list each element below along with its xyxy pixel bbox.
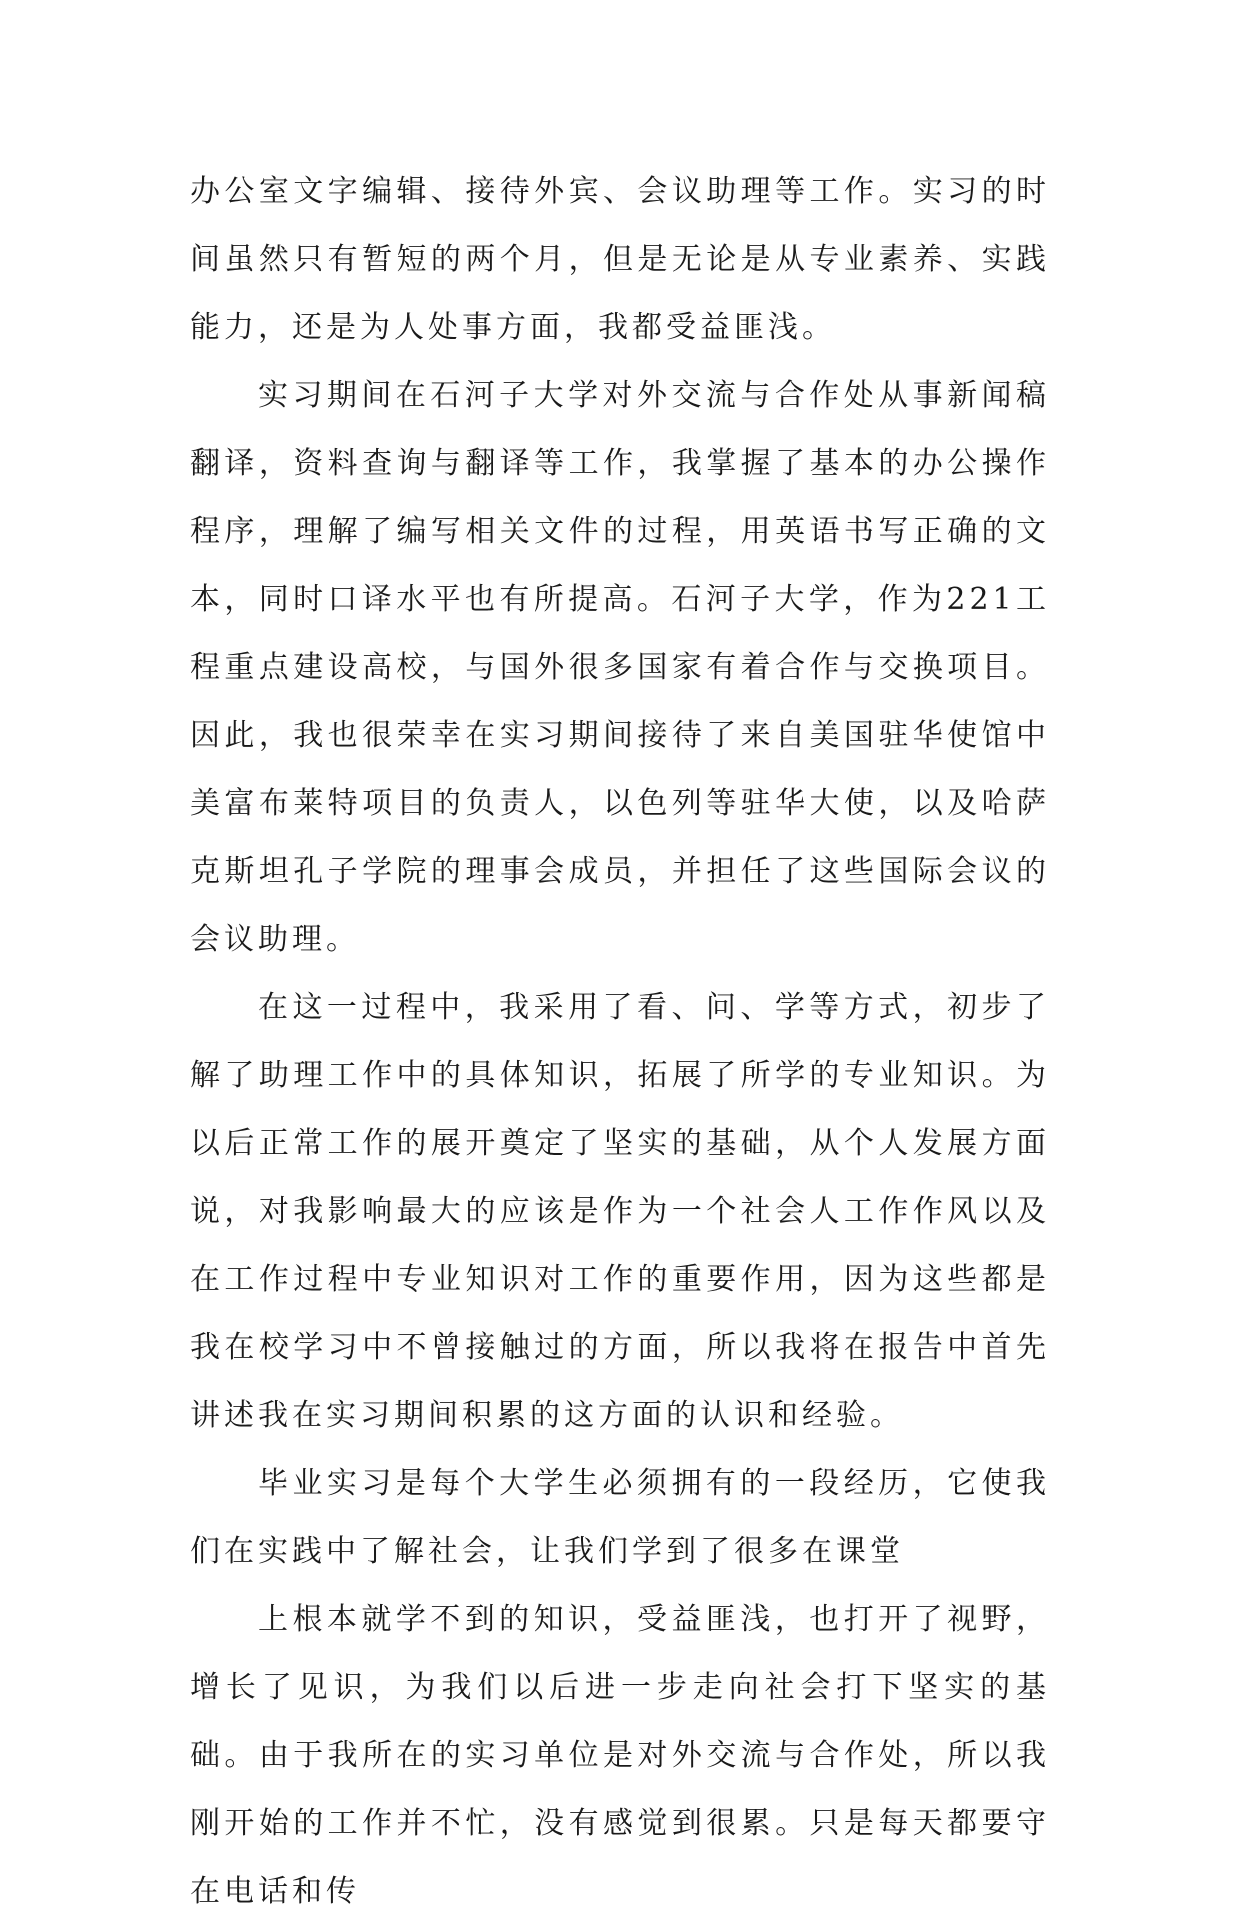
paragraph-5: 上根本就学不到的知识，受益匪浅，也打开了视野，增长了见识，为我们以后进一步走向社会打下坚实的基础。由于我所在的实习单位是对外交流与合作处，所以我刚开始的工作并不忙，没有感觉到很累。只是每天都要守在电话和传 (190, 1602, 1050, 1909)
paragraph-4: 毕业实习是每个大学生必须拥有的一段经历，它使我们在实践中了解社会，让我们学到了很多在课堂 (190, 1466, 1050, 1569)
paragraph-1: 办公室文字编辑、接待外宾、会议助理等工作。实习的时间虽然只有暂短的两个月，但是无论是从专业素养、实践能力，还是为人处事方面，我都受益匪浅。 (190, 174, 1050, 345)
paragraph-3: 在这一过程中，我采用了看、问、学等方式，初步了解了助理工作中的具体知识，拓展了所学的专业知识。为以后正常工作的展开奠定了坚实的基础，从个人发展方面说，对我影响最大的应该是作为一个社会人工作作风以及在工作过程中专业知识对工作的重要作用，因为这些都是我在校学习中不曾接触过的方面，所以我将在报告中首先讲述我在实习期间积累的这方面的认识和经验。 (190, 990, 1050, 1433)
document-body (190, 158, 1050, 1926)
paragraph-2: 实习期间在石河子大学对外交流与合作处从事新闻稿翻译，资料查询与翻译等工作，我掌握了基本的办公操作程序，理解了编写相关文件的过程，用英语书写正确的文本，同时口译水平也有所提高。石河子大学，作为221工程重点建设高校，与国外很多国家有着合作与交换项目。因此，我也很荣幸在实习期间接待了来自美国驻华使馆中美富布莱特项目的负责人，以色列等驻华大使，以及哈萨克斯坦孔子学院的理事会成员，并担任了这些国际会议的会议助理。 (190, 378, 1050, 957)
